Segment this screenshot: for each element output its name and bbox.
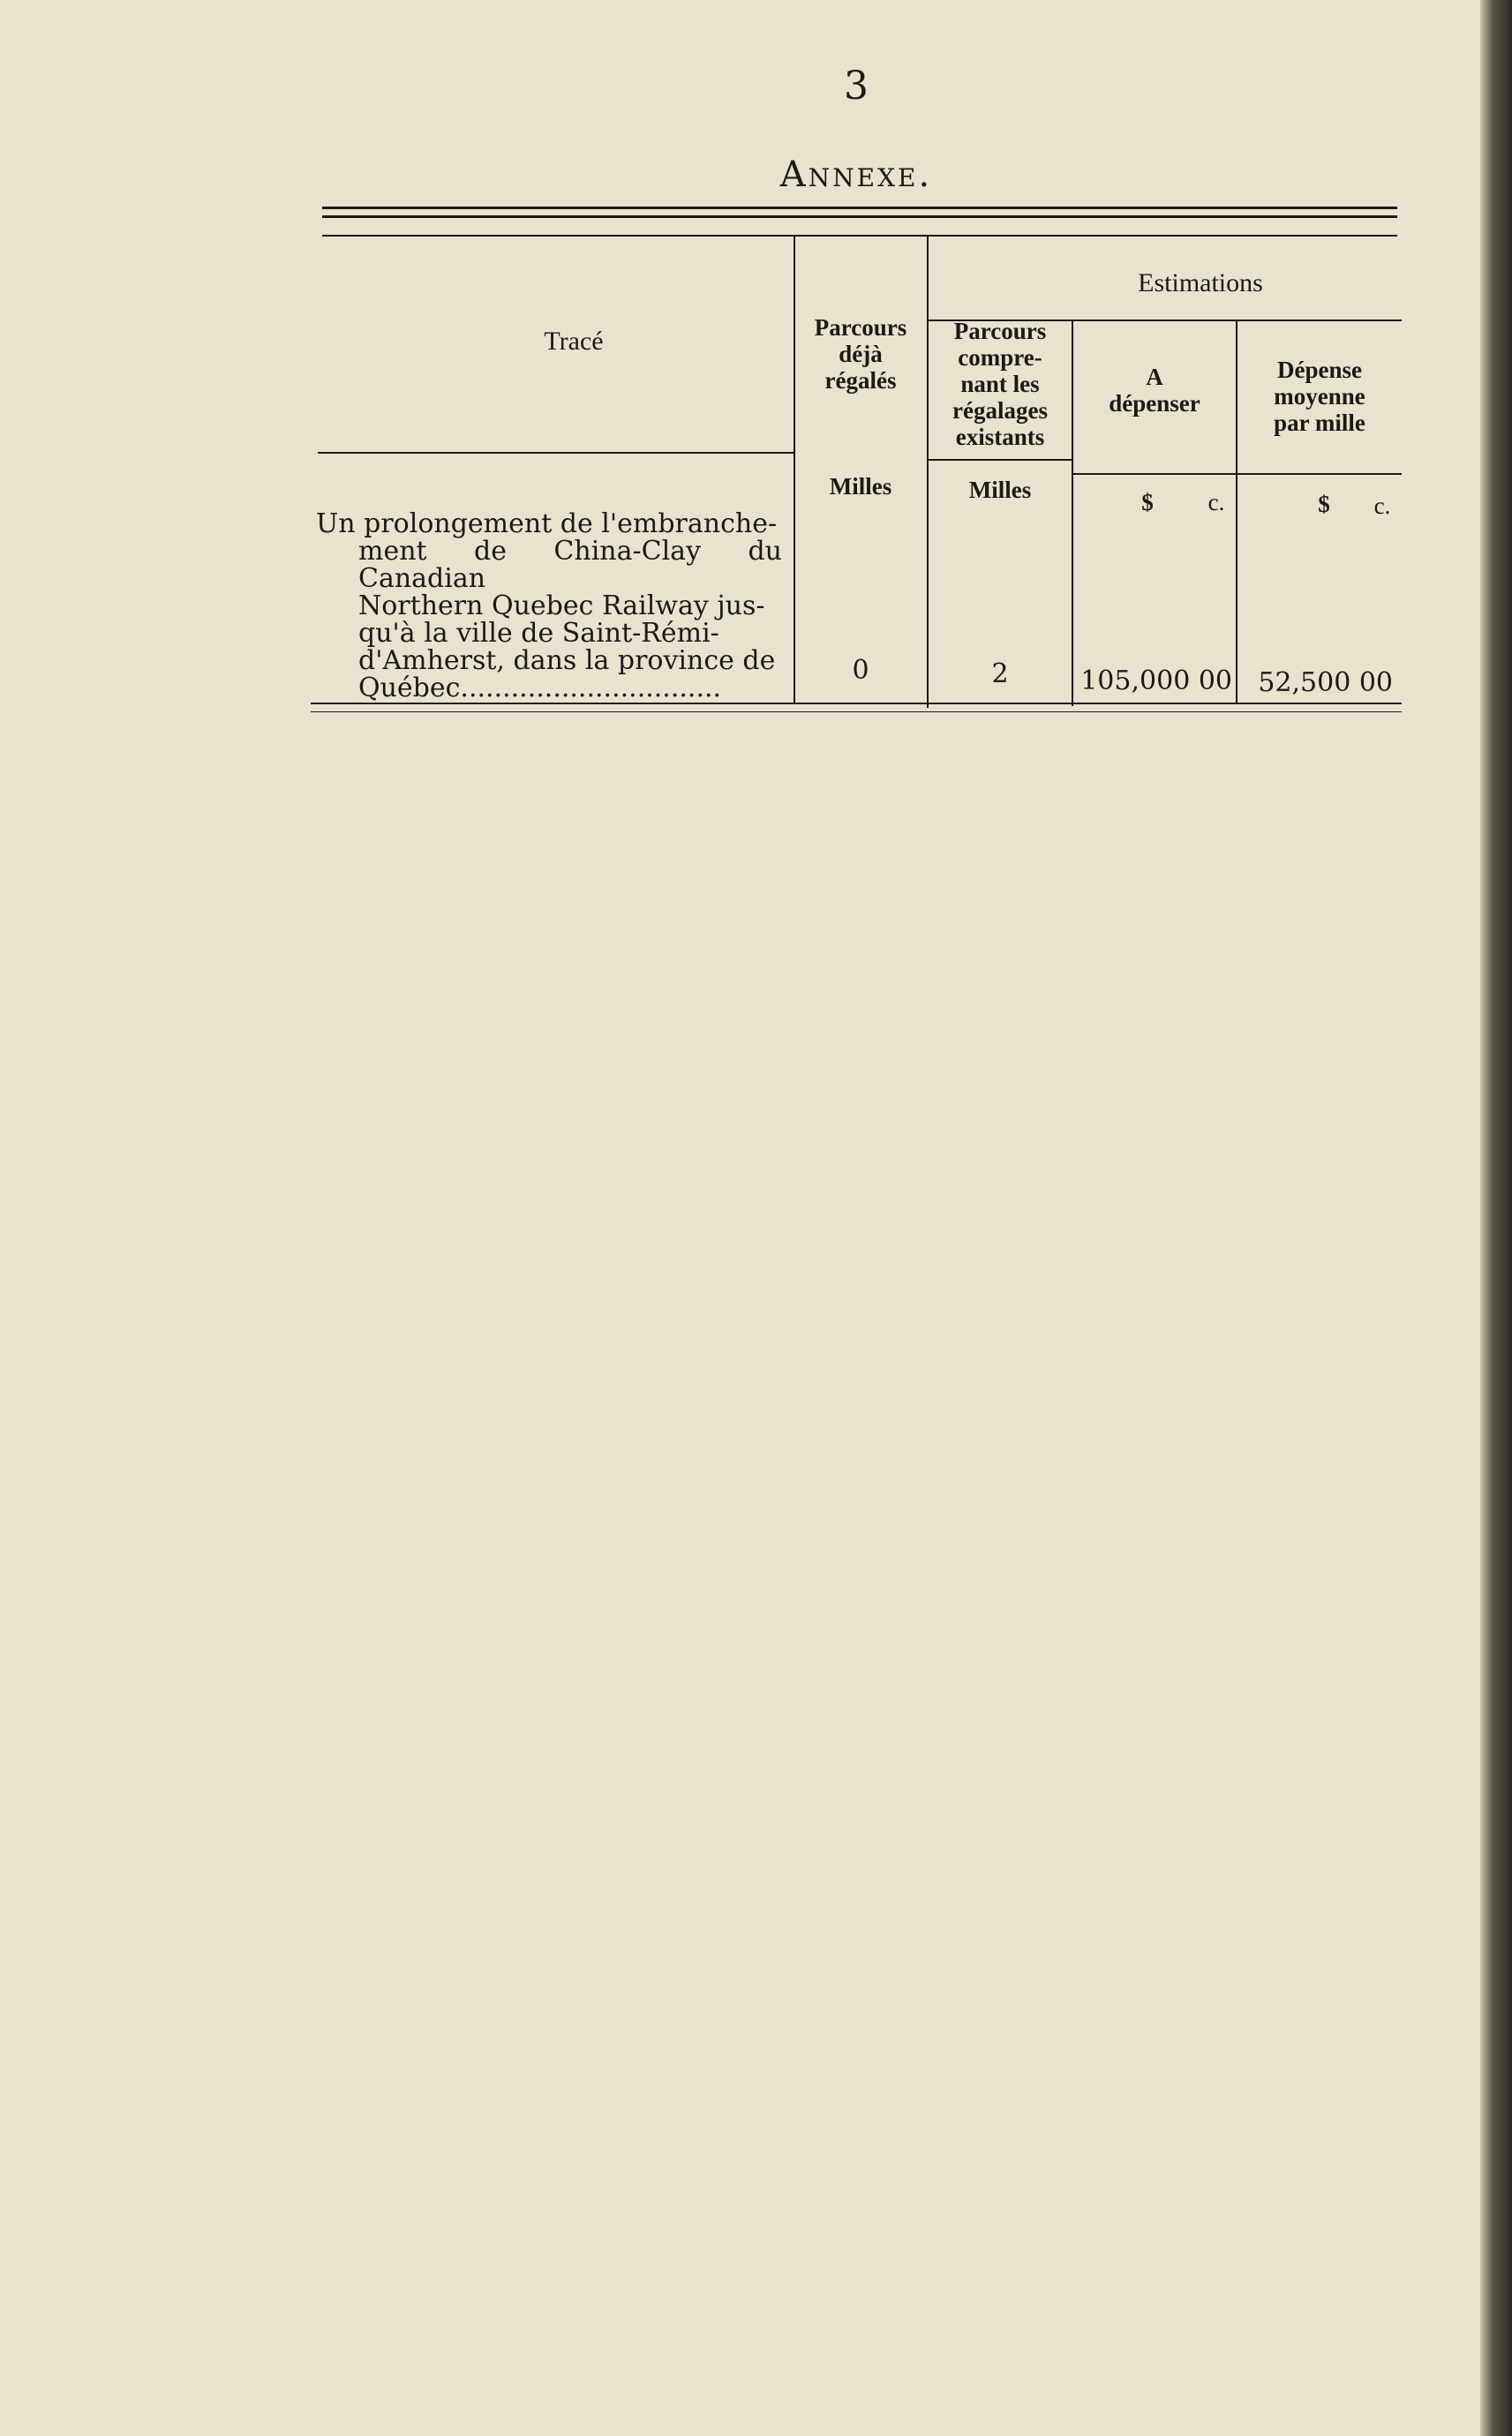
route-line-2: ment de China-Clay du Canadian: [358, 536, 782, 594]
annex-heading: Annexe.: [779, 154, 933, 195]
value-a-depenser: 105,000 00: [1080, 665, 1232, 696]
header-dm-line1: Dépense: [1277, 357, 1362, 383]
header-parcours-deja-line1: Parcours: [814, 314, 907, 341]
header-pc-line5: existants: [955, 424, 1045, 450]
unit-a-depenser-cents: c.: [1207, 489, 1225, 515]
header-parcours-comprenant: [929, 318, 1072, 450]
unit-parcours-comprenant: Milles: [968, 477, 1032, 503]
header-pc-line1: Parcours: [953, 318, 1047, 344]
header-dm-line3: par mille: [1274, 410, 1365, 436]
header-bottom-rule-mid: [927, 459, 1072, 461]
table-bottom-rule: [311, 703, 1402, 704]
route-line-5: d'Amherst, dans la province de: [358, 645, 776, 676]
unit-a-depenser-dollar: $: [1141, 489, 1154, 515]
page-number: 3: [844, 64, 869, 109]
header-bottom-rule-left: [318, 452, 794, 454]
header-parcours-deja-line3: régalés: [824, 367, 897, 394]
col-divider-2: [927, 235, 929, 708]
route-line-1: Un prolongement de l'embranche-: [316, 508, 778, 539]
route-line-3: Northern Quebec Railway jus-: [358, 590, 765, 621]
header-dm-line2: moyenne: [1274, 383, 1365, 410]
col-divider-1: [794, 235, 795, 703]
unit-depense-dollar: $: [1318, 491, 1330, 517]
value-parcours-comprenant: 2: [991, 658, 1009, 689]
header-parcours-deja: [794, 314, 927, 394]
header-a-depenser: [1073, 364, 1236, 417]
header-pc-line4: régalages: [952, 397, 1048, 424]
header-depense-moyenne: [1237, 357, 1402, 436]
book-spine-shadow: [1480, 0, 1512, 2436]
route-line-4: qu'à la ville de Saint-Rémi-: [358, 618, 719, 649]
header-parcours-deja-line2: déjà: [839, 341, 883, 367]
header-estimations: Estimations: [1138, 268, 1263, 297]
header-pc-line2: compre-: [958, 344, 1042, 371]
header-pc-line3: nant les: [960, 371, 1040, 397]
route-line-6: Québec...............................: [358, 674, 722, 702]
header-bottom-rule-right: [1072, 473, 1402, 475]
table-bottom-rule-2: [311, 711, 1402, 712]
unit-depense-cents: c.: [1373, 492, 1391, 519]
value-depense-moyenne: 52,500 00: [1258, 667, 1393, 698]
header-trace: Tracé: [544, 327, 604, 356]
header-ad-line2: dépenser: [1109, 390, 1200, 417]
value-parcours-deja: 0: [852, 655, 869, 686]
route-description: [316, 510, 782, 702]
header-ad-line1: A: [1146, 364, 1163, 390]
unit-parcours-deja: Milles: [829, 473, 892, 500]
